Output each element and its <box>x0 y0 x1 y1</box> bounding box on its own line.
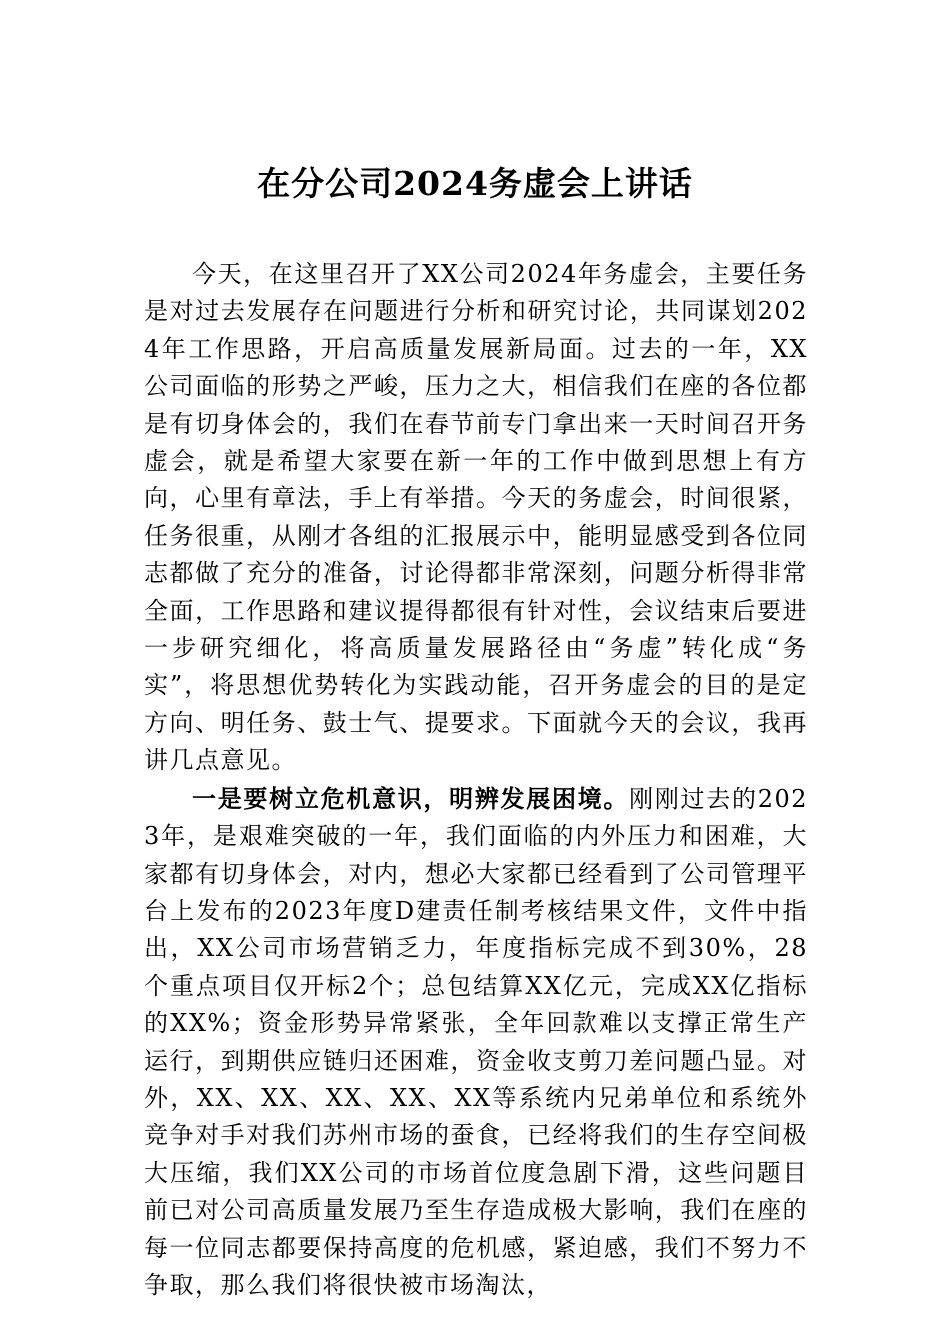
paragraph-point-one <box>144 780 808 1305</box>
document-body <box>144 256 808 1304</box>
paragraph-intro-text: 今天，在这里召开了XX公司2024年务虚会，主要任务是对过去发展存在问题进行分析和研究讨论，共同谋划2024年工作思路，开启高质量发展新局面。过去的一年，XX公司面临的形势之严峻，压力之大，相信我们在座的各位都是有切身体会的，我们在春节前专门拿出来一天时间召开务虚会，就是希望大家要在新一年的工作中做到思想上有方向，心里有章法，手上有举措。今天的务虚会，时间很紧，任务很重，从刚才各组的汇报展示中，能明显感受到各位同志都做了充分的准备，讨论得都非常深刻，问题分析得非常全面，工作思路和建议提得都很有针对性，会议结束后要进一步研究细化，将高质量发展路径由“务虚”转化成“务实”，将思想优势转化为实践动能，召开务虚会的目的是定方向、明任务、鼓士气、提要求。下面就今天的会议，我再讲几点意见。 <box>144 260 808 775</box>
paragraph-intro <box>144 256 808 780</box>
document-title: 在分公司2024务虚会上讲话 <box>257 164 693 203</box>
paragraph-point-one-text: 刚刚过去的2023年，是艰难突破的一年，我们面临的内外压力和困难，大家都有切身体会，对内，想必大家都已经看到了公司管理平台上发布的2023年度D建责任制考核结果文件，文件中指出，XX公司市场营销乏力，年度指标完成不到30%，28个重点项目仅开标2个；总包结算XX亿元，完成XX亿指标的XX%；资金形势异常紧张，全年回款难以支撑正常生产运行，到期供应链归还困难，资金收支剪刀差问题凸显。对外，XX、XX、XX、XX、XX等系统内兄弟单位和系统外竞争对手对我们苏州市场的蚕食，已经将我们的生存空间极大压缩，我们XX公司的市场首位度急剧下滑，这些问题目前已对公司高质量发展乃至生存造成极大影响，我们在座的每一位同志都要保持高度的危机感，紧迫感，我们不努力不争取，那么我们将很快被市场淘汰， <box>144 784 808 1299</box>
paragraph-point-one-lead: 一是要树立危机意识，明辨发展困境。 <box>192 783 630 813</box>
